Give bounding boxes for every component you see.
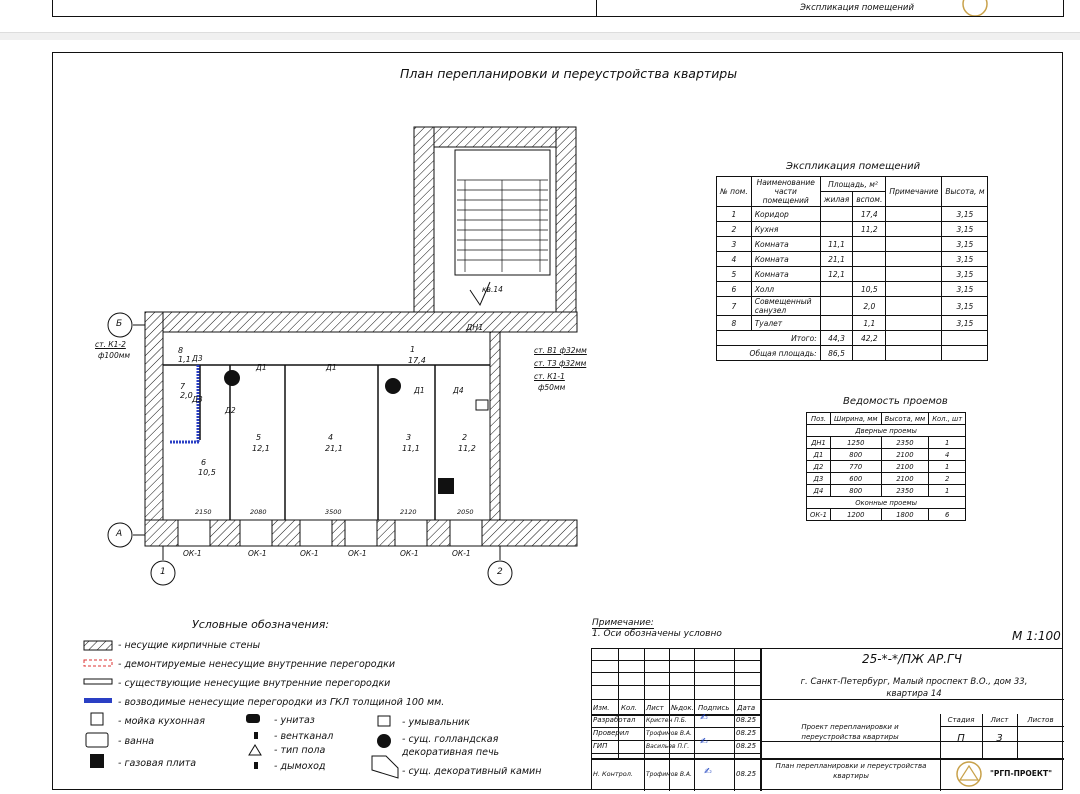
opening-cell: 800 bbox=[830, 485, 881, 497]
col-living: жилая bbox=[820, 192, 853, 207]
col-height: Высота, мм bbox=[881, 413, 929, 425]
overall-label: Общая площадь: bbox=[717, 346, 821, 361]
note bbox=[592, 618, 722, 639]
stove-decor-icon bbox=[377, 734, 391, 748]
project-name: Проект перепланировки и переустройства квартиры bbox=[801, 723, 899, 741]
floor-type-icon bbox=[249, 745, 261, 755]
room-4-area: 21,1 bbox=[325, 444, 343, 453]
room-4-number: 4 bbox=[328, 433, 334, 442]
cell-living: 12,1 bbox=[820, 267, 853, 282]
riser-left: ст. К1-2 bbox=[95, 340, 126, 349]
openings-title: Ведомость проемов bbox=[843, 396, 948, 407]
legend-item: - тип пола bbox=[274, 745, 326, 756]
opening-cell: 1200 bbox=[830, 509, 881, 521]
opening-cell: 600 bbox=[830, 473, 881, 485]
axis-b-label: Б bbox=[116, 319, 123, 329]
stage-header: Стадия bbox=[947, 716, 975, 724]
door-d1-label: Д1 bbox=[256, 363, 267, 372]
person: Трофимов В.А. bbox=[646, 771, 692, 778]
entry-label: кв.14 bbox=[482, 285, 503, 294]
dimension-3: 3500 bbox=[325, 508, 342, 516]
cell-aux: 2,0 bbox=[853, 297, 886, 316]
cell-h: 3,15 bbox=[942, 316, 988, 331]
legend-item: - сущ. голландская декоративная печь bbox=[402, 734, 500, 758]
col-name: Наименование части помещений bbox=[751, 177, 820, 207]
role: Разработал bbox=[593, 716, 636, 724]
role: ГИП bbox=[593, 742, 608, 750]
cell-n: 7 bbox=[717, 297, 752, 316]
note-text: 1. Оси обозначены условно bbox=[592, 629, 722, 639]
bearing-wall-symbol bbox=[84, 641, 112, 650]
opening-cell: 800 bbox=[830, 449, 881, 461]
opening-cell: 1 bbox=[929, 437, 966, 449]
cell-aux: 10,5 bbox=[853, 282, 886, 297]
col-area: Площадь, м² bbox=[820, 177, 886, 192]
stove-icon bbox=[90, 754, 104, 768]
opening-cell: 2100 bbox=[881, 449, 929, 461]
cell-name: Совмещенный санузел bbox=[751, 297, 820, 316]
cell-n: 3 bbox=[717, 237, 752, 252]
door-d3-label: Д3 bbox=[192, 395, 203, 404]
col-width: Ширина, мм bbox=[830, 413, 881, 425]
col-header: Подпись bbox=[698, 704, 730, 712]
plan-title: План перепланировки и переустройства квартиры bbox=[400, 66, 738, 81]
overall-area: 86,5 bbox=[820, 346, 853, 361]
cell-aux: 11,2 bbox=[853, 222, 886, 237]
dimension-2: 2080 bbox=[250, 508, 267, 516]
title-block bbox=[591, 648, 1063, 790]
legend-title: Условные обозначения: bbox=[192, 618, 330, 631]
cell-name: Туалет bbox=[751, 316, 820, 331]
col-count: Кол., шт bbox=[929, 413, 966, 425]
window-label: ОК-1 bbox=[183, 549, 202, 558]
date: 08.25 bbox=[736, 770, 757, 778]
opening-cell: Д4 bbox=[807, 485, 831, 497]
scale: М 1:100 bbox=[1012, 629, 1061, 643]
opening-cell: Д2 bbox=[807, 461, 831, 473]
legend-item: - унитаз bbox=[274, 715, 315, 726]
cell-h: 3,15 bbox=[942, 222, 988, 237]
note-label: Примечание: bbox=[592, 618, 654, 628]
riser-right-1: ст. В1 ф32мм bbox=[534, 346, 587, 355]
col-header: Дата bbox=[737, 704, 756, 712]
toilet-icon bbox=[246, 714, 260, 723]
room-6-area: 10,5 bbox=[198, 468, 216, 477]
col-note: Примечание bbox=[886, 177, 942, 207]
cell-n: 2 bbox=[717, 222, 752, 237]
riser-right-3: ст. К1-1 bbox=[534, 372, 565, 381]
room-6-number: 6 bbox=[201, 458, 207, 467]
axis-2-label: 2 bbox=[497, 567, 503, 577]
window-label: ОК-1 bbox=[348, 549, 367, 558]
demolished-partition-symbol bbox=[84, 660, 112, 666]
legend-item: - демонтируемые ненесущие внутренние перегородки bbox=[118, 659, 396, 670]
signature-icon: ✍ bbox=[704, 767, 712, 777]
window-section: Оконные проемы bbox=[807, 497, 966, 509]
vent-icon bbox=[254, 732, 258, 739]
company-name: "РГП-ПРОЕКТ" bbox=[990, 769, 1052, 778]
room-5-area: 12,1 bbox=[252, 444, 270, 453]
col-aux: вспом. bbox=[853, 192, 886, 207]
opening-cell: ДН1 bbox=[807, 437, 831, 449]
window-label: ОК-1 bbox=[300, 549, 319, 558]
opening-cell: 1250 bbox=[830, 437, 881, 449]
cell-h: 3,15 bbox=[942, 252, 988, 267]
existing-partition-symbol bbox=[84, 679, 112, 684]
cell-h: 3,15 bbox=[942, 237, 988, 252]
opening-cell: 2350 bbox=[881, 437, 929, 449]
dimension-4: 2120 bbox=[400, 508, 417, 516]
gkl-partition-symbol bbox=[84, 698, 112, 703]
opening-cell: 2100 bbox=[881, 461, 929, 473]
room-1-area: 17,4 bbox=[408, 356, 426, 365]
legend-item: - сущ. декоративный камин bbox=[402, 766, 542, 777]
riser-right-2: ст. Т3 ф32мм bbox=[534, 359, 587, 368]
opening-cell: 2100 bbox=[881, 473, 929, 485]
room-2-area: 11,2 bbox=[458, 444, 476, 453]
chimney-icon bbox=[254, 762, 258, 769]
room-2-number: 2 bbox=[462, 433, 468, 442]
axis-1-label: 1 bbox=[160, 567, 166, 577]
col-header: №док. bbox=[671, 704, 694, 712]
cell-name: Кухня bbox=[751, 222, 820, 237]
cell-name: Коридор bbox=[751, 207, 820, 222]
opening-cell: 2 bbox=[929, 473, 966, 485]
cell-name: Холл bbox=[751, 282, 820, 297]
person: Кристен П.Б. bbox=[646, 717, 687, 724]
legend-item: - умывальник bbox=[402, 717, 470, 728]
explication-title: Экспликация помещений bbox=[786, 161, 921, 172]
previous-sheet-title: Экспликация помещений bbox=[800, 3, 914, 13]
legend-item: - дымоход bbox=[274, 761, 326, 772]
total-aux: 42,2 bbox=[853, 331, 886, 346]
total-living: 44,3 bbox=[820, 331, 853, 346]
axis-a-label: А bbox=[116, 529, 123, 539]
legend-item: - возводимые ненесущие перегородки из ГКЛ толщиной 100 мм. bbox=[118, 697, 445, 708]
cell-n: 4 bbox=[717, 252, 752, 267]
cell-n: 1 bbox=[717, 207, 752, 222]
legend-item: - несущие кирпичные стены bbox=[118, 640, 261, 651]
col-pos: Поз. bbox=[807, 413, 831, 425]
room-5-number: 5 bbox=[256, 433, 262, 442]
cell-h: 3,15 bbox=[942, 297, 988, 316]
room-3-area: 11,1 bbox=[402, 444, 420, 453]
company-logo-icon bbox=[952, 760, 986, 788]
window-label: ОК-1 bbox=[248, 549, 267, 558]
opening-cell: ОК-1 bbox=[807, 509, 831, 521]
opening-cell: Д1 bbox=[807, 449, 831, 461]
dimension-1: 2150 bbox=[195, 508, 212, 516]
door-d1-label: Д1 bbox=[326, 363, 337, 372]
date: 08.25 bbox=[736, 716, 757, 724]
sheet-value: 3 bbox=[996, 733, 1003, 744]
sheet-header: Лист bbox=[990, 716, 1009, 724]
entry-door-label: ДН1 bbox=[466, 323, 484, 332]
cell-name: Комната bbox=[751, 267, 820, 282]
door-section: Дверные проемы bbox=[807, 425, 966, 437]
dimension-5: 2050 bbox=[457, 508, 474, 516]
room-3-number: 3 bbox=[406, 433, 412, 442]
date: 08.25 bbox=[736, 729, 757, 737]
legend-item: - мойка кухонная bbox=[118, 716, 205, 727]
window-label: ОК-1 bbox=[400, 549, 419, 558]
cell-name: Комната bbox=[751, 237, 820, 252]
opening-cell: 2350 bbox=[881, 485, 929, 497]
person: Трофимов В.А. bbox=[646, 730, 692, 737]
opening-cell: 770 bbox=[830, 461, 881, 473]
role: Н. Контрол. bbox=[593, 770, 633, 778]
sheets-header: Листов bbox=[1027, 716, 1054, 724]
cell-living: 11,1 bbox=[820, 237, 853, 252]
col-header: Кол. bbox=[621, 704, 637, 712]
riser-right-3-diameter: ф50мм bbox=[538, 383, 566, 392]
cell-h: 3,15 bbox=[942, 267, 988, 282]
date: 08.25 bbox=[736, 742, 757, 750]
legend-item: - вентканал bbox=[274, 731, 334, 742]
signature-icon: ✍ bbox=[700, 713, 708, 723]
opening-cell: 4 bbox=[929, 449, 966, 461]
room-1-number: 1 bbox=[410, 345, 416, 354]
cell-n: 6 bbox=[717, 282, 752, 297]
opening-cell: 1800 bbox=[881, 509, 929, 521]
cell-aux: 17,4 bbox=[853, 207, 886, 222]
door-d2-label: Д2 bbox=[225, 406, 236, 415]
opening-cell: Д3 bbox=[807, 473, 831, 485]
stage-value: П bbox=[957, 733, 965, 744]
room-8-number: 8 bbox=[178, 346, 184, 355]
room-7-number: 7 bbox=[180, 382, 186, 391]
legend-item: - газовая плита bbox=[118, 758, 197, 769]
col-height: Высота, м bbox=[942, 177, 988, 207]
cell-name: Комната bbox=[751, 252, 820, 267]
riser-left-diameter: ф100мм bbox=[98, 351, 131, 360]
fireplace-icon bbox=[372, 756, 398, 778]
opening-cell: 1 bbox=[929, 485, 966, 497]
cell-living: 21,1 bbox=[820, 252, 853, 267]
door-d1-label: Д1 bbox=[414, 386, 425, 395]
cell-h: 3,15 bbox=[942, 207, 988, 222]
door-d3-label: Д3 bbox=[192, 354, 203, 363]
person: Васильев П.Г. bbox=[646, 743, 690, 750]
sink-icon bbox=[91, 713, 103, 725]
window-label: ОК-1 bbox=[452, 549, 471, 558]
cell-n: 8 bbox=[717, 316, 752, 331]
legend-item: - существующие ненесущие внутренние перегородки bbox=[118, 678, 391, 689]
cell-h: 3,15 bbox=[942, 282, 988, 297]
signature-icon: ✍ bbox=[700, 737, 708, 747]
bath-icon bbox=[86, 733, 108, 747]
col-header: Лист bbox=[646, 704, 664, 712]
room-8-area: 1,1 bbox=[178, 355, 191, 364]
col-number: № пом. bbox=[717, 177, 752, 207]
legend-item: - ванна bbox=[118, 736, 155, 747]
sheet-title: План перепланировки и переустройства квартиры bbox=[775, 762, 927, 780]
drawing-code: 25-*-*/ПЖ АР.ГЧ bbox=[862, 652, 962, 666]
cell-n: 5 bbox=[717, 267, 752, 282]
opening-cell: 1 bbox=[929, 461, 966, 473]
opening-cell: 6 bbox=[929, 509, 966, 521]
door-d4-label: Д4 bbox=[453, 386, 464, 395]
address: г. Санкт-Петербург, Малый проспект В.О., дом 33, квартира 14 bbox=[800, 677, 1028, 699]
col-header: Изм. bbox=[593, 704, 610, 712]
role: Проверил bbox=[593, 729, 629, 737]
room-7-area: 2,0 bbox=[180, 391, 193, 400]
cell-aux: 1,1 bbox=[853, 316, 886, 331]
total-label: Итого: bbox=[717, 331, 821, 346]
washbasin-icon bbox=[378, 716, 390, 726]
